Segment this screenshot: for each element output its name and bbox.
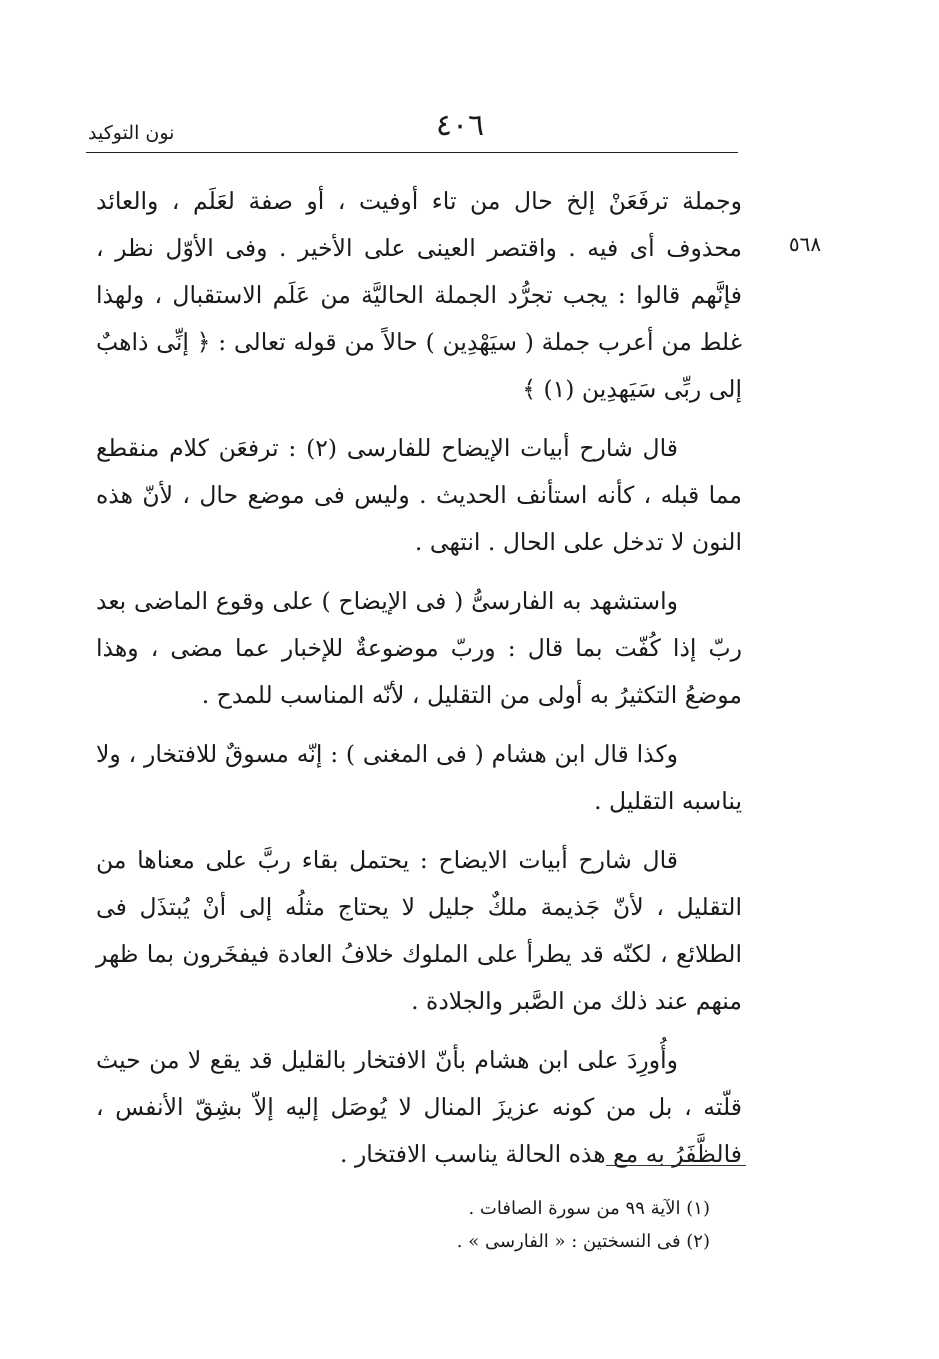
footnote-1: (١) الآية ٩٩ من سورة الصافات . <box>468 1198 710 1219</box>
paragraph-2: قال شارح أبيات الإيضاح للفارسى (٢) : ترفعَن كلام منقطع مما قبله ، كأنه استأنف الحديث . وليس فى موضع حال ، لأنّ هذه النون لا تدخل على الحال . انتهى . <box>96 434 742 556</box>
paragraph-1: وجملة ترفَعَنْ إلخ حال من تاء أوفيت ، أو صفة لعَلَم ، والعائد محذوف أى فيه . واقتصر العينى على الأخير . وفى الأوّل نظر ، فإنَّهم قالوا : يجب تجرُّد الجملة الحاليَّة من عَلَم الاستقبال ، ولهذا غلط من أعرب جملة ( سيَهْدِين ) حالاً من قوله تعالى : ﴿ إنِّى ذاهبٌ إلى ربِّى سَيَهدِين (١) ﴾ <box>96 187 742 403</box>
footnote-2: (٢) فى النسختين : « الفارسى » . <box>456 1231 710 1252</box>
running-title: نون التوكيد <box>88 122 175 144</box>
margin-reference-number: ٥٦٨ <box>788 232 822 256</box>
paragraph-3: واستشهد به الفارسىُّ ( فى الإيضاح ) على وقوع الماضى بعد ربّ إذا كُفّت بما قال : وربّ موضوعةٌ للإخبار عما مضى ، وهذا موضعُ التكثيرُ به أولى من التقليل ، لأنّه المناسب للمدح . <box>96 587 742 709</box>
paragraph-5: قال شارح أبيات الايضاح : يحتمل بقاء ربَّ على معناها من التقليل ، لأنّ جَذيمة ملكٌ جليل لا يحتاج مثلُه إلى أنْ يُبتذَل فى الطلائع ، لكنّه قد يطرأ على الملوك خلافُ العادة فيفخَرون بما ظهر منهم عند ذلك من الصَّبر والجلادة . <box>96 846 742 1015</box>
paragraph-6: وأُورِدَ على ابن هشام بأنّ الافتخار بالقليل قد يقع لا من حيث قلّته ، بل من كونه عزيزَ المنال لا يُوصَل إليه إلاّ بشِقّ الأنفس ، فالظَّفَرُ به مع هذه الحالة يناسب الافتخار . <box>96 1046 742 1168</box>
page-number: ٤٠٦ <box>435 108 485 143</box>
paragraph-4: وكذا قال ابن هشام ( فى المغنى ) : إنّه مسوقٌ للافتخار ، ولا يناسبه التقليل . <box>96 740 742 815</box>
body-text <box>96 178 742 1178</box>
footnote-rule <box>606 1165 746 1166</box>
header-rule <box>86 152 738 153</box>
footnotes <box>300 1192 710 1258</box>
